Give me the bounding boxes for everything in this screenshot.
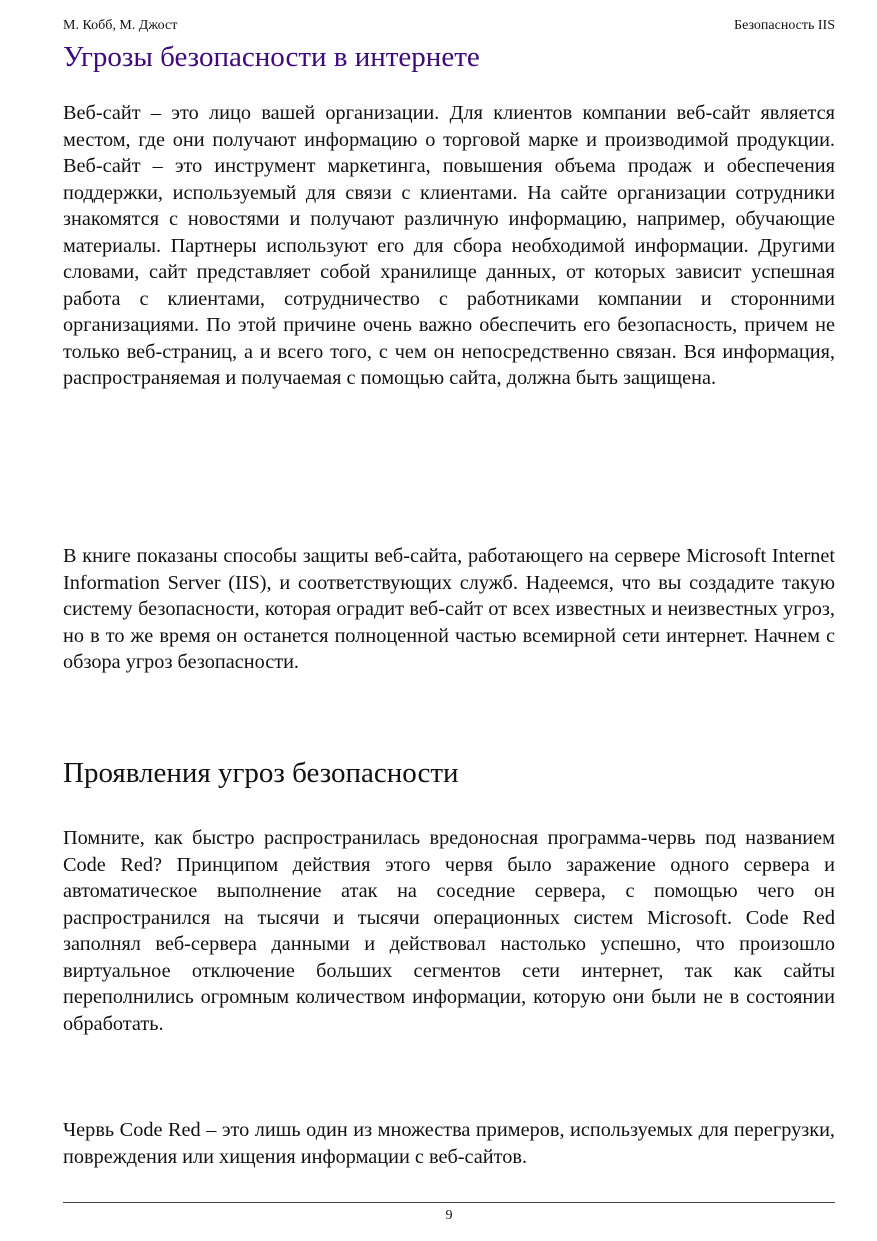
footer-divider — [63, 1202, 835, 1203]
section-paragraph-2: Червь Code Red – это лишь один из множества примеров, используемых для перегрузки, повреждения или хищения информации с веб-сайтов. — [63, 1119, 835, 1168]
running-header — [63, 17, 835, 35]
document-page — [63, 0, 835, 1241]
chapter-title: Угрозы безопасности в интернете — [63, 41, 480, 73]
section-paragraph-1: Помните, как быстро распространилась вредоносная программа-червь под названием Code Red? Принципом действия этого червя было заражение одного сервера и автоматическое выполнение атак на соседние сервера, с помощью чего он распространился на тысячи и тысячи операционных систем Microsoft. Code Red заполнял веб-сервера данными и действовал настолько успешно, что произошло виртуальное отключение больших сегментов сети интернет, так как сайты переполнились огромным количеством информации, которую они были не в состоянии обработать. — [63, 827, 835, 1035]
intro-paragraph-2: В книге показаны способы защиты веб-сайта, работающего на сервере Microsoft Internet Information Server (IIS), и соответствующих служб. Надеемся, что вы создадите такую систему безопасности, которая оградит веб-сайт от всех известных и неизвестных угроз, но в то же время он останется полноценной частью всемирной сети интернет. Начнем с обзора угроз безопасности. — [63, 545, 835, 673]
intro-paragraph-1: Веб-сайт – это лицо вашей организации. Для клиентов компании веб-сайт является местом, где они получают информацию о торговой марке и производимой продукции. Веб-сайт – это инструмент маркетинга, повышения объема продаж и обеспечения поддержки, используемый для связи с клиентами. На сайте организации сотрудники знакомятся с новостями и получают различную информацию, например, обучающие материалы. Партнеры используют его для сбора необходимой информации. Другими словами, сайт представляет собой хранилище данных, от которых зависит успешная работа с клиентами, сотрудничество с работниками компании и сторонними организациями. По этой причине очень важно обеспечить его безопасность, причем не только веб-страниц, а и всего того, с чем он непосредственно связан. Вся информация, распространяемая и получаемая с помощью сайта, должна быть защищена. — [63, 102, 835, 389]
page-number: 9 — [445, 1208, 453, 1223]
header-book-title: Безопасность IIS — [734, 18, 835, 33]
header-authors: М. Кобб, М. Джост — [63, 18, 178, 33]
section-title: Проявления угроз безопасности — [63, 757, 459, 789]
